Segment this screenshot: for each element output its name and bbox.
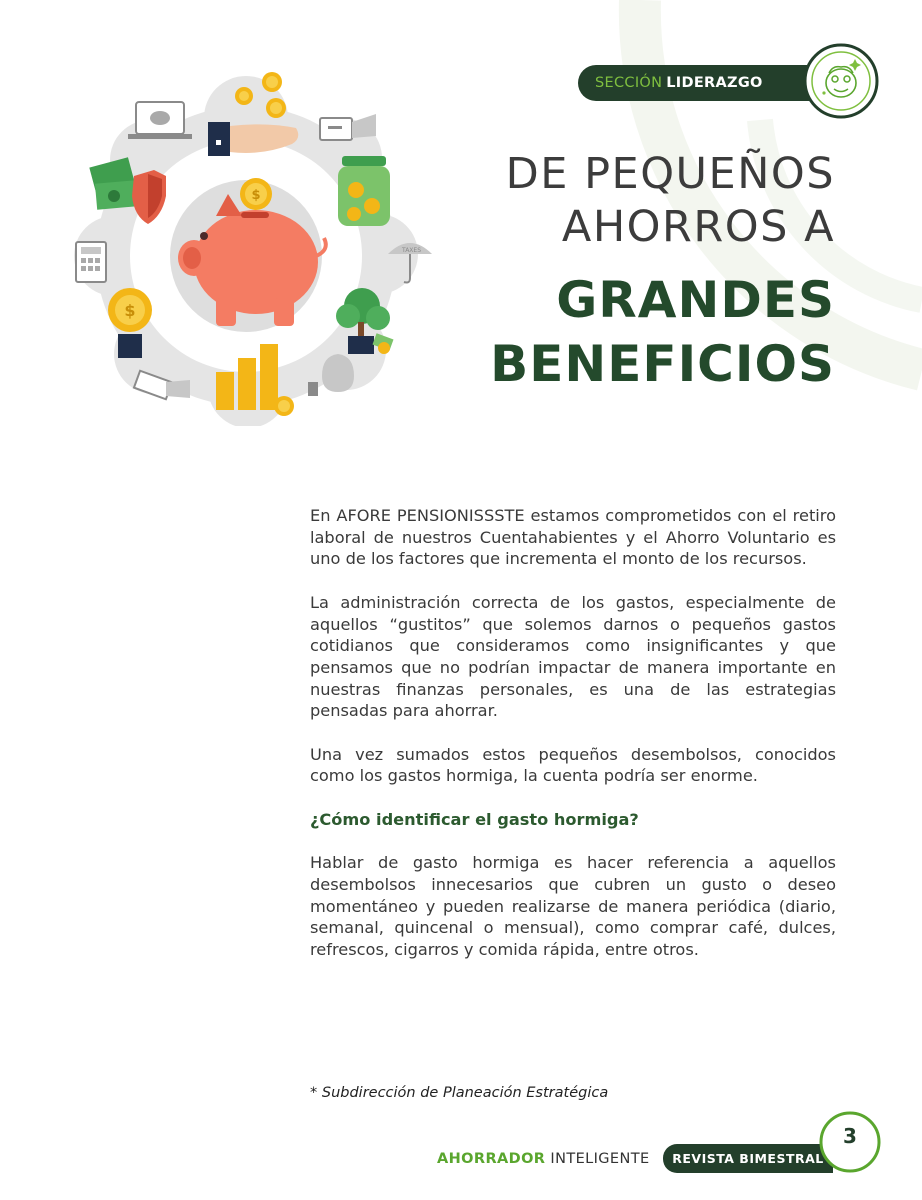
title-line-3: GRANDES <box>556 271 835 329</box>
paragraph-2: La administración correcta de los gastos, especialmente de aquellos “gustitos” que solemos darnos o pequeños gastos cotidianos que consideramos como insignificantes y que pensamos que no podrían impactar de manera importante en nuestras finanzas personales, es una de las estrategias pensadas para ahorrar. <box>310 592 836 721</box>
footer-brand-rest: INTELIGENTE <box>550 1151 650 1167</box>
article-body <box>310 505 836 982</box>
mascot-face-icon <box>803 43 879 119</box>
card-payment-icon <box>320 114 376 140</box>
title-line-2: AHORROS A <box>561 202 835 252</box>
paragraph-1: En AFORE PENSIONISSSTE estamos comprometidos con el retiro laboral de nuestros Cuentahabientes y el Ahorro Voluntario es uno de los factores que incrementa el monto de los recursos. <box>310 506 836 569</box>
laptop-piggy-icon <box>128 102 192 139</box>
svg-text:$: $ <box>124 301 136 320</box>
money-jar-icon <box>338 156 390 226</box>
magazine-label: REVISTA BIMESTRAL <box>663 1144 833 1173</box>
umbrella-label: TAXES <box>402 247 422 254</box>
footer-brand-bold: AHORRADOR <box>437 1151 546 1167</box>
coin-icon <box>240 178 272 210</box>
savings-illustration <box>66 66 446 426</box>
svg-text:$: $ <box>251 188 261 203</box>
calculator-icon <box>76 242 106 282</box>
title-line-4: BENEFICIOS <box>490 335 835 393</box>
paragraph-3: Una vez sumados estos pequeños desembolsos, conocidos como los gastos hormiga, la cuenta podría ser enorme. <box>310 744 836 786</box>
footnote: * Subdirección de Planeación Estratégica <box>310 1085 609 1101</box>
page-number: 3 <box>843 1124 857 1148</box>
title-line-1: DE PEQUEÑOS <box>505 149 835 199</box>
article-title <box>490 148 835 396</box>
section-name: LIDERAZGO <box>666 75 763 91</box>
page-number-badge <box>818 1110 882 1174</box>
footer-brand <box>437 1151 650 1167</box>
subheading: ¿Cómo identificar el gasto hormiga? <box>310 809 639 829</box>
section-prefix: SECCIÓN <box>595 75 663 91</box>
paragraph-4: Hablar de gasto hormiga es hacer referencia a aquellos desembolsos innecesarios que cubren un gusto o deseo momentáneo y pueden realizarse de manera periódica (diario, semanal, quincenal o mensual), como comprar café, dulces, refrescos, cigarros y comida rápida, entre otros. <box>310 853 836 959</box>
section-tag <box>578 65 810 101</box>
